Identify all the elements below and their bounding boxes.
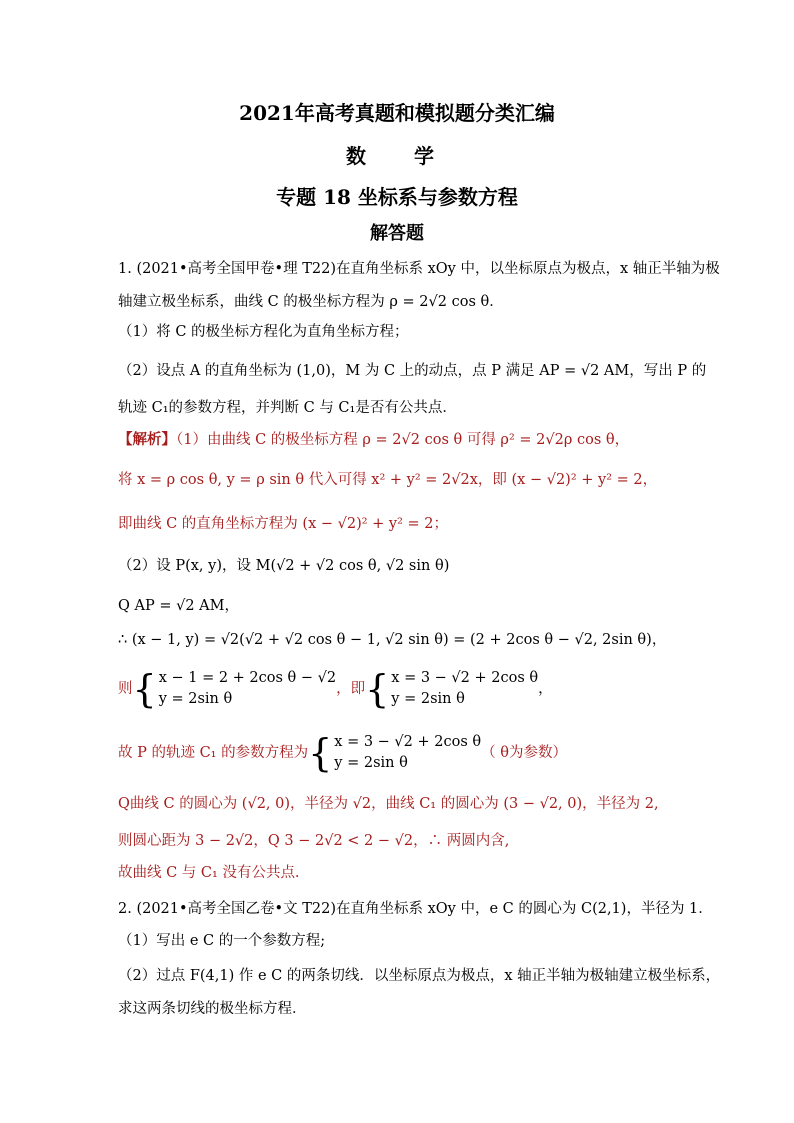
equation-system-1 <box>159 668 336 710</box>
q1-part2: （2）设点 A 的直角坐标为 (1,0)，M 为 C 上的动点，点 P 满足 AP = √2 AM，写出 P 的 <box>118 363 707 379</box>
system1-eq2: y = 2sin θ <box>158 691 233 707</box>
q2-part2: （2）过点 F(4,1) 作 e C 的两条切线．以坐标原点为极点，x 轴正半轴为极轴建立极坐标系， <box>118 968 721 984</box>
section-heading: 解答题 <box>370 223 424 244</box>
document-title: 2021年高考真题和模拟题分类汇编 <box>239 101 555 125</box>
solution1-step10: 则圆心距为 3 − 2√2，Q 3 − 2√2 < 2 − √2，∴ 两圆内含, <box>118 833 510 849</box>
step7-prefix: 则 <box>118 681 133 697</box>
system2-eq2: y = 2sin θ <box>391 691 465 707</box>
step8-end: （ θ为参数） <box>481 745 567 761</box>
left-brace-icon: { <box>365 667 390 711</box>
solution1-step2: 将 x = ρ cos θ, y = ρ sin θ 代入可得 x² + y² = 2√2x，即 (x − √2)² + y² = 2， <box>118 472 658 488</box>
solution1-step1-text: （1）由曲线 C 的极坐标方程 ρ = 2√2 cos θ 可得 ρ² = 2√2ρ cos θ， <box>176 432 630 448</box>
solution1-step6: ∴ (x − 1, y) = √2(√2 + √2 cos θ − 1, √2 sin θ) = (2 + 2cos θ − √2, 2sin θ)， <box>118 632 667 648</box>
step8-prefix: 故 P 的轨迹 C₁ 的参数方程为 <box>118 745 309 761</box>
solution1-step1 <box>118 430 629 450</box>
system1-eq1: x − 1 = 2 + 2cos θ − √2 <box>158 670 337 686</box>
solution1-step3: 即曲线 C 的直角坐标方程为 (x − √2)² + y² = 2； <box>118 516 449 532</box>
system2-eq1: x = 3 − √2 + 2cos θ <box>391 670 539 686</box>
topic-heading: 专题 18 坐标系与参数方程 <box>276 185 518 209</box>
q1-part1: （1）将 C 的极坐标方程化为直角坐标方程； <box>118 324 409 340</box>
q2-part1: （1）写出 e C 的一个参数方程; <box>118 933 326 949</box>
system3-eq1: x = 3 − √2 + 2cos θ <box>334 734 482 750</box>
equation-system-2 <box>391 668 538 710</box>
step7-end: ， <box>538 681 553 697</box>
solution1-step8 <box>118 732 567 774</box>
solution1-step9: Q曲线 C 的圆心为 (√2, 0)，半径为 √2，曲线 C₁ 的圆心为 (3 − √2, 0)，半径为 2, <box>118 796 659 812</box>
q2-stem-line1: 2. (2021•高考全国乙卷•文 T22)在直角坐标系 xOy 中，e C 的圆心为 C(2,1)，半径为 1． <box>118 901 713 917</box>
left-brace-icon: { <box>132 667 157 711</box>
subject-heading: 数 学 <box>346 144 448 168</box>
left-brace-icon: { <box>308 731 333 775</box>
equation-system-3 <box>334 732 481 774</box>
system3-eq2: y = 2sin θ <box>334 755 408 771</box>
step7-middle: ，即 <box>336 681 366 697</box>
q2-part2-continued: 求这两条切线的极坐标方程． <box>118 1001 307 1017</box>
q1-stem-line2: 轴建立极坐标系，曲线 C 的极坐标方程为 ρ = 2√2 cos θ． <box>118 294 504 310</box>
solution1-step4: （2）设 P(x, y)，设 M(√2 + √2 cos θ, √2 sin θ) <box>118 558 450 574</box>
solution-tag: 【解析】 <box>118 431 176 448</box>
solution1-step11: 故曲线 C 与 C₁ 没有公共点. <box>118 865 300 881</box>
solution1-step5: Q AP = √2 AM， <box>118 598 239 614</box>
q1-stem-line1: 1. (2021•高考全国甲卷•理 T22)在直角坐标系 xOy 中，以坐标原点为极点，x 轴正半轴为极 <box>118 261 720 277</box>
q1-part2-continued: 轨迹 C₁的参数方程，并判断 C 与 C₁是否有公共点． <box>118 400 457 416</box>
solution1-step7 <box>118 668 553 710</box>
